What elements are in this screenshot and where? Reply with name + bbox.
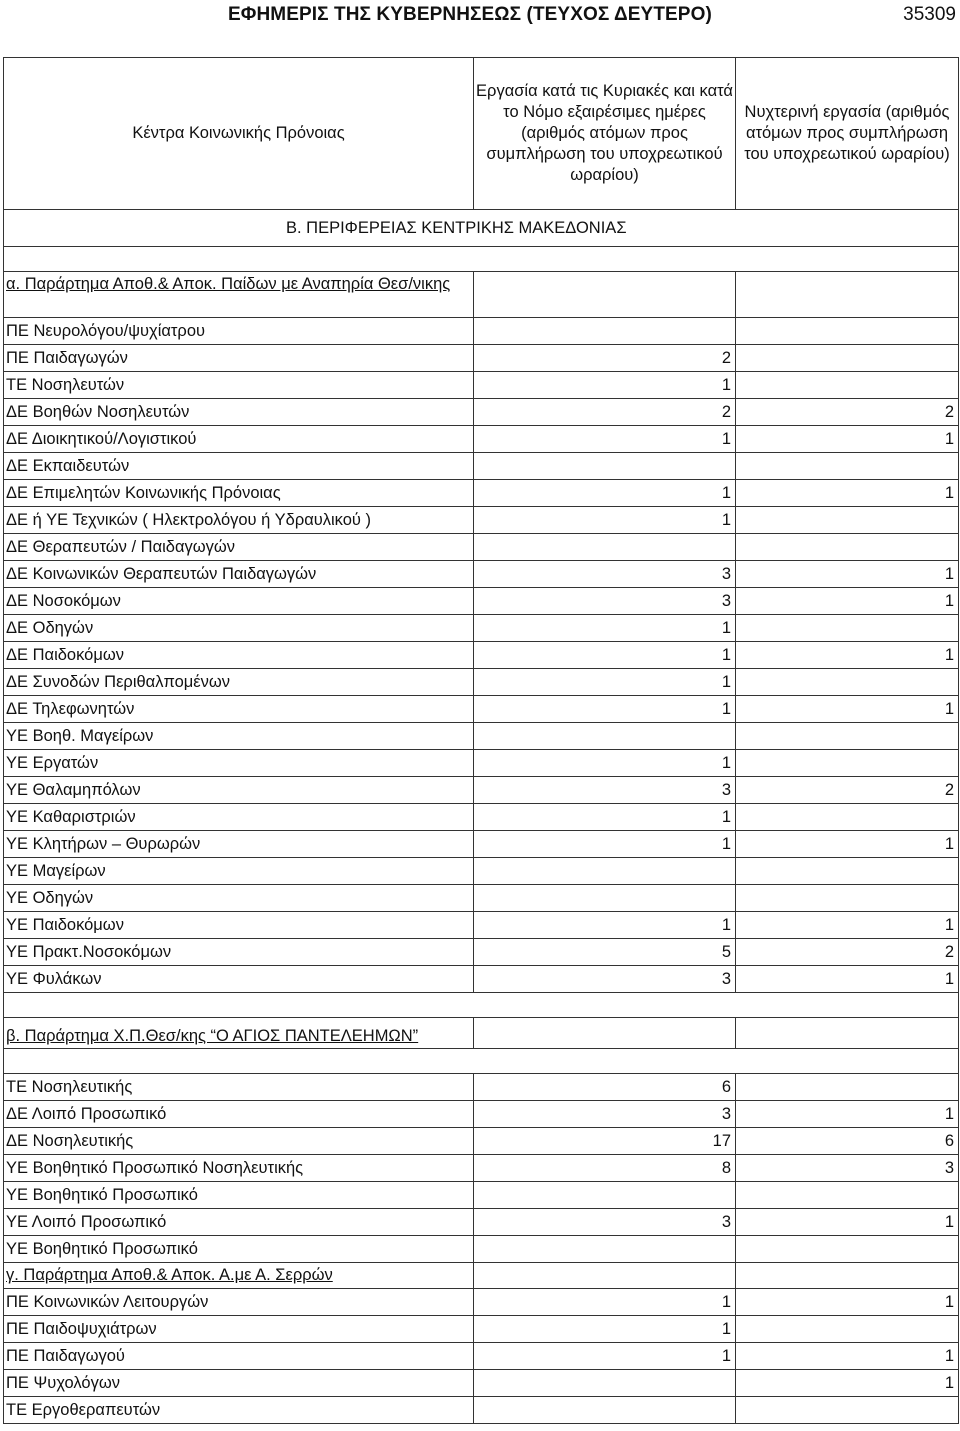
region-title: Β. ΠΕΡΙΦΕΡΕΙΑΣ ΚΕΝΤΡΙΚΗΣ ΜΑΚΕΔΟΝΙΑΣ xyxy=(4,210,959,247)
cell-night: 1 xyxy=(736,426,959,453)
section-c-title: γ. Παράρτημα Αποθ.& Αποκ. Α.με Α. Σερρών xyxy=(4,1263,474,1289)
table-row xyxy=(4,1101,959,1128)
cell-role: ΠΕ Παιδοψυχιάτρων xyxy=(4,1316,474,1343)
column-header-sundays: Εργασία κατά τις Κυριακές και κατά το Νόμο εξαιρέσιμες ημέρες (αριθμός ατόμων προς συμπλήρωση του υποχρεωτικού ωραρίου) xyxy=(474,58,736,210)
cell-role: ΤΕ Εργοθεραπευτών xyxy=(4,1397,474,1424)
page-header xyxy=(0,0,960,32)
cell-role: ΠΕ Νευρολόγου/ψυχίατρου xyxy=(4,318,474,345)
cell-role: ΥΕ Οδηγών xyxy=(4,885,474,912)
cell-role: ΥΕ Βοηθητικό Προσωπικό xyxy=(4,1182,474,1209)
cell-night xyxy=(736,804,959,831)
page-number: 35309 xyxy=(903,4,956,25)
table-row xyxy=(4,561,959,588)
table-row xyxy=(4,939,959,966)
cell-night xyxy=(736,1182,959,1209)
cell-night: 1 xyxy=(736,696,959,723)
table-row xyxy=(4,1236,959,1263)
cell-night xyxy=(736,372,959,399)
cell-role: ΥΕ Παιδοκόμων xyxy=(4,912,474,939)
cell-role: ΠΕ Παιδαγωγών xyxy=(4,345,474,372)
table-row xyxy=(4,480,959,507)
table-row xyxy=(4,1289,959,1316)
cell-sundays: 1 xyxy=(474,507,736,534)
cell-night xyxy=(736,669,959,696)
region-row xyxy=(4,210,959,247)
cell-sundays: 3 xyxy=(474,588,736,615)
table-row xyxy=(4,804,959,831)
cell-sundays xyxy=(474,1397,736,1424)
cell-sundays: 2 xyxy=(474,345,736,372)
cell-sundays: 1 xyxy=(474,696,736,723)
table-row xyxy=(4,1209,959,1236)
cell-night: 1 xyxy=(736,642,959,669)
table-row xyxy=(4,399,959,426)
cell-night xyxy=(736,453,959,480)
cell-night: 1 xyxy=(736,1101,959,1128)
table-row xyxy=(4,318,959,345)
cell-sundays: 1 xyxy=(474,912,736,939)
cell-night xyxy=(736,534,959,561)
cell-role: ΔΕ Εκπαιδευτών xyxy=(4,453,474,480)
cell-night xyxy=(736,750,959,777)
table-row xyxy=(4,1316,959,1343)
table-row xyxy=(4,1397,959,1424)
spacer-row xyxy=(4,1049,959,1074)
cell-night xyxy=(736,345,959,372)
cell-sundays: 1 xyxy=(474,1316,736,1343)
cell-role: ΥΕ Θαλαμηπόλων xyxy=(4,777,474,804)
cell-sundays: 1 xyxy=(474,804,736,831)
cell-night: 2 xyxy=(736,399,959,426)
cell-role: ΤΕ Νοσηλευτών xyxy=(4,372,474,399)
cell-sundays: 1 xyxy=(474,642,736,669)
gazette-title: ΕΦΗΜΕΡΙΣ ΤΗΣ ΚΥΒΕΡΝΗΣΕΩΣ (ΤΕΥΧΟΣ ΔΕΥΤΕΡΟ) xyxy=(228,4,712,25)
table-header-row xyxy=(4,58,959,210)
cell-night: 3 xyxy=(736,1155,959,1182)
cell-sundays: 3 xyxy=(474,1101,736,1128)
cell-role: ΔΕ Νοσηλευτικής xyxy=(4,1128,474,1155)
table-row xyxy=(4,723,959,750)
spacer-row xyxy=(4,993,959,1018)
cell-sundays: 3 xyxy=(474,1209,736,1236)
cell-sundays: 8 xyxy=(474,1155,736,1182)
cell-sundays xyxy=(474,318,736,345)
cell-role: ΥΕ Καθαριστριών xyxy=(4,804,474,831)
section-b-title: β. Παράρτημα Χ.Π.Θεσ/κης “Ο ΑΓΙΟΣ ΠΑΝΤΕΛΕΗΜΩΝ” xyxy=(4,1018,474,1049)
cell-sundays: 1 xyxy=(474,831,736,858)
cell-role: ΤΕ Νοσηλευτικής xyxy=(4,1074,474,1101)
table-row xyxy=(4,750,959,777)
cell-sundays xyxy=(474,1182,736,1209)
table-row xyxy=(4,1343,959,1370)
cell-role: ΠΕ Κοινωνικών Λειτουργών xyxy=(4,1289,474,1316)
table-row xyxy=(4,858,959,885)
cell-role: ΔΕ Βοηθών Νοσηλευτών xyxy=(4,399,474,426)
cell-night xyxy=(736,858,959,885)
cell-night: 6 xyxy=(736,1128,959,1155)
cell-night: 1 xyxy=(736,1343,959,1370)
section-c-header xyxy=(4,1263,959,1289)
cell-role: ΥΕ Βοηθητικό Προσωπικό Νοσηλευτικής xyxy=(4,1155,474,1182)
cell-night: 1 xyxy=(736,966,959,993)
cell-role: ΔΕ Διοικητικού/Λογιστικού xyxy=(4,426,474,453)
table-row xyxy=(4,642,959,669)
cell-role: ΔΕ ή ΥΕ Τεχνικών ( Ηλεκτρολόγου ή Υδραυλικού ) xyxy=(4,507,474,534)
section-a-title: α. Παράρτημα Αποθ.& Αποκ. Παίδων με Αναπηρία Θεσ/νικης xyxy=(4,272,474,318)
cell-night xyxy=(736,1397,959,1424)
cell-sundays: 1 xyxy=(474,669,736,696)
cell-sundays: 1 xyxy=(474,1289,736,1316)
table-row xyxy=(4,1182,959,1209)
table-row xyxy=(4,966,959,993)
cell-night xyxy=(736,723,959,750)
cell-night xyxy=(736,507,959,534)
cell-sundays: 17 xyxy=(474,1128,736,1155)
cell-sundays: 1 xyxy=(474,426,736,453)
cell-night: 1 xyxy=(736,1370,959,1397)
cell-night xyxy=(736,885,959,912)
cell-night xyxy=(736,1074,959,1101)
cell-sundays: 6 xyxy=(474,1074,736,1101)
cell-role: ΔΕ Νοσοκόμων xyxy=(4,588,474,615)
table-row xyxy=(4,534,959,561)
table-row xyxy=(4,696,959,723)
cell-sundays: 1 xyxy=(474,750,736,777)
cell-sundays xyxy=(474,723,736,750)
cell-role: ΥΕ Βοηθητικό Προσωπικό xyxy=(4,1236,474,1263)
cell-sundays xyxy=(474,534,736,561)
table-row xyxy=(4,1074,959,1101)
cell-role: ΔΕ Τηλεφωνητών xyxy=(4,696,474,723)
cell-sundays: 1 xyxy=(474,372,736,399)
table-row xyxy=(4,372,959,399)
cell-night: 1 xyxy=(736,480,959,507)
cell-role: ΥΕ Πρακτ.Νοσοκόμων xyxy=(4,939,474,966)
cell-night: 1 xyxy=(736,561,959,588)
table-row xyxy=(4,588,959,615)
cell-sundays xyxy=(474,1370,736,1397)
spacer-row xyxy=(4,247,959,272)
cell-sundays: 1 xyxy=(474,480,736,507)
column-header-centers: Κέντρα Κοινωνικής Πρόνοιας xyxy=(4,58,474,210)
cell-night: 1 xyxy=(736,912,959,939)
table-row xyxy=(4,615,959,642)
cell-role: ΔΕ Θεραπευτών / Παιδαγωγών xyxy=(4,534,474,561)
cell-sundays: 1 xyxy=(474,1343,736,1370)
cell-role: ΔΕ Επιμελητών Κοινωνικής Πρόνοιας xyxy=(4,480,474,507)
cell-role: ΥΕ Βοηθ. Μαγείρων xyxy=(4,723,474,750)
cell-night: 1 xyxy=(736,1209,959,1236)
cell-night: 2 xyxy=(736,939,959,966)
cell-night: 2 xyxy=(736,777,959,804)
cell-night xyxy=(736,1236,959,1263)
cell-sundays: 2 xyxy=(474,399,736,426)
table-row xyxy=(4,1370,959,1397)
cell-role: ΔΕ Κοινωνικών Θεραπευτών Παιδαγωγών xyxy=(4,561,474,588)
table-row xyxy=(4,507,959,534)
cell-night: 1 xyxy=(736,1289,959,1316)
cell-role: ΔΕ Παιδοκόμων xyxy=(4,642,474,669)
table-row xyxy=(4,345,959,372)
cell-role: ΥΕ Λοιπό Προσωπικό xyxy=(4,1209,474,1236)
cell-role: ΥΕ Φυλάκων xyxy=(4,966,474,993)
cell-role: ΥΕ Μαγείρων xyxy=(4,858,474,885)
cell-role: ΔΕ Οδηγών xyxy=(4,615,474,642)
section-a-header xyxy=(4,272,959,318)
column-header-night: Νυχτερινή εργασία (αριθμός ατόμων προς συμπλήρωση του υποχρεωτικού ωραρίου) xyxy=(736,58,959,210)
cell-sundays: 1 xyxy=(474,615,736,642)
cell-sundays: 3 xyxy=(474,777,736,804)
table-row xyxy=(4,777,959,804)
cell-sundays: 3 xyxy=(474,561,736,588)
cell-sundays: 3 xyxy=(474,966,736,993)
table-row xyxy=(4,453,959,480)
table-row xyxy=(4,1155,959,1182)
cell-role: ΔΕ Λοιπό Προσωπικό xyxy=(4,1101,474,1128)
cell-night xyxy=(736,318,959,345)
table-row xyxy=(4,912,959,939)
table-row xyxy=(4,831,959,858)
cell-role: ΠΕ Παιδαγωγού xyxy=(4,1343,474,1370)
cell-sundays: 5 xyxy=(474,939,736,966)
cell-role: ΥΕ Εργατών xyxy=(4,750,474,777)
cell-sundays xyxy=(474,885,736,912)
cell-sundays xyxy=(474,858,736,885)
cell-night: 1 xyxy=(736,588,959,615)
cell-night xyxy=(736,615,959,642)
cell-sundays xyxy=(474,1236,736,1263)
table-row xyxy=(4,1128,959,1155)
cell-role: ΔΕ Συνοδών Περιθαλπομένων xyxy=(4,669,474,696)
table-row xyxy=(4,426,959,453)
cell-role: ΥΕ Κλητήρων – Θυρωρών xyxy=(4,831,474,858)
cell-sundays xyxy=(474,453,736,480)
staffing-table xyxy=(3,57,959,1424)
cell-night: 1 xyxy=(736,831,959,858)
cell-role: ΠΕ Ψυχολόγων xyxy=(4,1370,474,1397)
table-row xyxy=(4,669,959,696)
cell-night xyxy=(736,1316,959,1343)
table-row xyxy=(4,885,959,912)
section-b-header xyxy=(4,1018,959,1049)
